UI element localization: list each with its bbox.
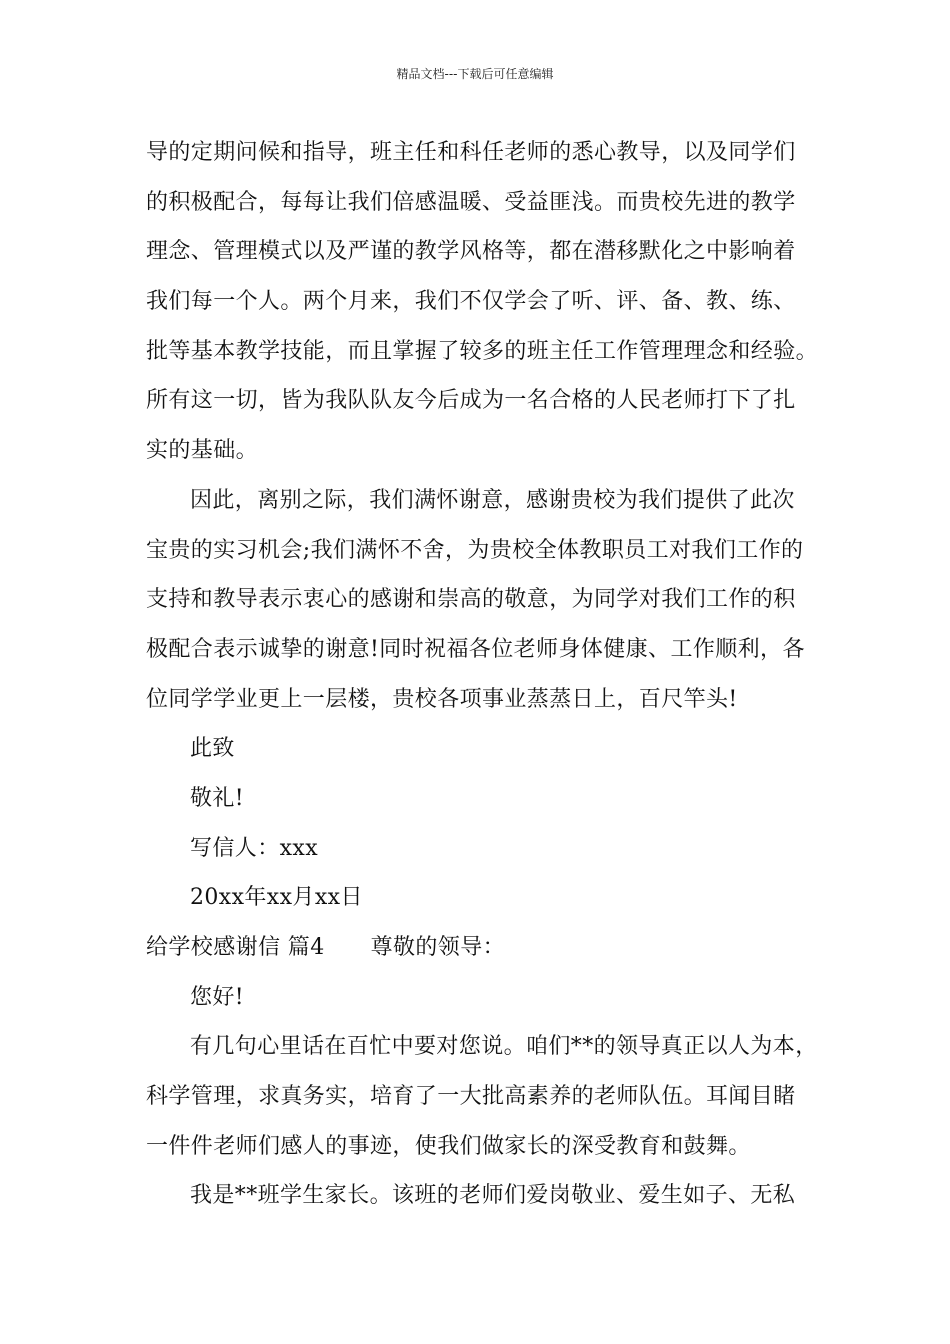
text-line: 批等基本教学技能，而且掌握了较多的班主任工作管理理念和经验。 [146,338,819,364]
section-heading: 给学校感谢信 篇4 [146,935,325,960]
text-line: 宝贵的实习机会;我们满怀不舍，为贵校全体教职员工对我们工作的 [146,537,804,563]
text-line: 一件件老师们感人的事迹，使我们做家长的深受教育和鼓舞。 [146,1133,751,1159]
paragraph-start-line: 我是**班学生家长。该班的老师们爱岗敬业、爱生如子、无私 [190,1183,796,1209]
signature-writer: 写信人：xxx [190,835,319,861]
text-line: 实的基础。 [146,438,259,464]
text-line: 理念、管理模式以及严谨的教学风格等，都在潜移默化之中影响着 [146,239,796,265]
paragraph-start-line: 有几句心里话在百忙中要对您说。咱们**的领导真正以人为本， [190,1034,818,1060]
closing-regards: 敬礼! [190,785,245,811]
signature-date: 20xx年xx月xx日 [190,885,363,911]
text-line: 科学管理，求真务实，培育了一大批高素养的老师队伍。耳闻目睹 [146,1084,796,1110]
text-line: 所有这一切，皆为我队队友今后成为一名合格的人民老师打下了扎 [146,388,796,414]
closing-salutation: 此致 [190,736,235,762]
document-body [146,128,826,1221]
paragraph-start-line: 因此，离别之际，我们满怀谢意，感谢贵校为我们提供了此次 [190,487,795,513]
letter-salutation: 尊敬的领导： [370,935,505,960]
text-line: 位同学学业更上一层楼，贵校各项事业蒸蒸日上，百尺竿头! [146,686,738,712]
greeting: 您好! [190,984,245,1010]
text-line: 支持和教导表示衷心的感谢和崇高的敬意，为同学对我们工作的积 [146,587,796,613]
page-header: 精品文档---下载后可任意编辑 [396,67,554,81]
text-line: 导的定期问候和指导，班主任和科任老师的悉心教导，以及同学们 [146,140,796,165]
text-line: 极配合表示诚挚的谢意!同时祝福各位老师身体健康、工作顺利，各 [146,636,805,662]
section-heading-line [146,923,826,973]
text-line: 的积极配合，每每让我们倍感温暖、受益匪浅。而贵校先进的教学 [146,189,796,215]
text-line: 我们每一个人。两个月来，我们不仅学会了听、评、备、教、练、 [146,289,796,315]
